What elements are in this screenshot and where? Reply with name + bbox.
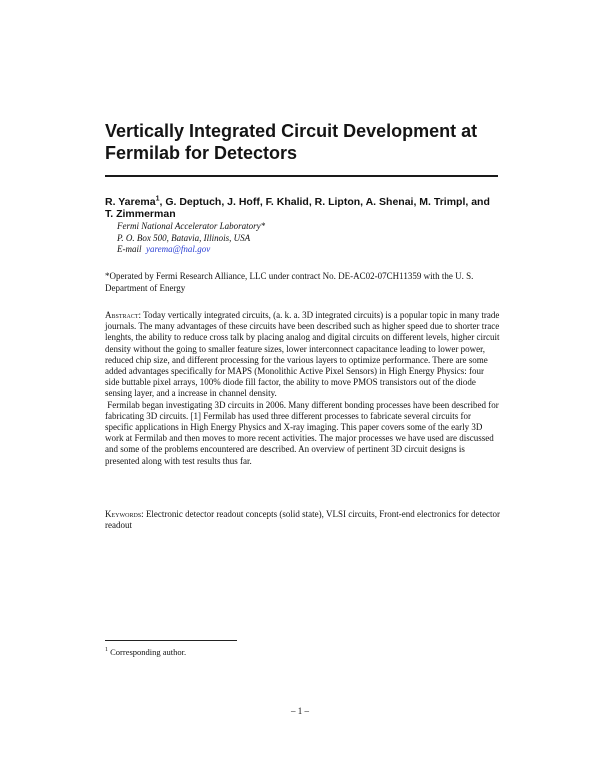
abstract-section <box>105 310 500 467</box>
footnote-divider <box>105 640 237 641</box>
abstract-label: Abstract <box>105 310 139 320</box>
abstract-paragraph-2: Fermilab began investigating 3D circuits in 2006. Many different bonding processes have been described for fabricating 3D circuits. [1] Fermilab has used three different processes to fabricate several circuits for specific applications in High Energy Physics and X-ray imaging. This paper covers some of the early 3D work at Fermilab and then moves to more recent activities. The major processes we have used are discussed and some of the problems encountered are described. An overview of pertinent 3D circuit designs is presented along with test results thus far. <box>105 399 499 466</box>
author-footnote-marker[interactable]: 1 <box>155 195 160 203</box>
corresponding-author: R. Yarema <box>105 196 156 208</box>
affiliation-email-line <box>117 244 497 256</box>
paper-title: Vertically Integrated Circuit Development at Fermilab for Detectors <box>105 121 478 163</box>
affiliation-lab: Fermi National Accelerator Laboratory* <box>117 221 266 231</box>
keywords-label: Keywords <box>105 509 142 519</box>
author-list <box>105 196 500 220</box>
title-divider <box>105 175 498 177</box>
keywords-section: Keywords: Electronic detector readout concepts (solid state), VLSI circuits, Front-end electronics for detector readout <box>105 509 500 531</box>
footnote <box>105 645 186 657</box>
affiliation-block <box>117 221 497 256</box>
affiliation-address: P. O. Box 500, Batavia, Illinois, USA <box>117 232 251 243</box>
abstract-paragraph-1: Abstract: Today vertically integrated circuits, (a. k. a. 3D integrated circuits) is a popular topic in many trade journals. The many advantages of these circuits have been described such as higher speed due to shorter trace lenghts, the ability to reduce cross talk by placing analog and digital circuits on different levels, higher circuit density without the going to smaller feature sizes, lower interconnect capacitance leading to lower power, reduced chip size, and different processing for the various layers to optimize performance. There are some added advantages specifically for MAPS (Monolithic Active Pixel Sensors) in High Energy Physics: four side buttable pixel arrays, 100% diode fill factor, the ability to move PMOS transistors out of the diode sensing layer, and a increase in channel density. <box>105 310 500 399</box>
email-link[interactable]: yarema@fnal.gov <box>146 244 211 254</box>
page-number: – 1 – <box>291 706 309 716</box>
email-label: E-mail <box>117 244 142 254</box>
operated-note: *Operated by Fermi Research Alliance, LLC under contract No. DE-AC02-07CH11359 with the U. S. Department of Energy <box>105 271 474 293</box>
keywords-text: Electronic detector readout concepts (solid state), VLSI circuits, Front-end electronics for detector readout <box>105 509 500 531</box>
footnote-marker: 1 <box>105 647 108 653</box>
footnote-text: Corresponding author. <box>110 646 187 657</box>
co-authors: , G. Deptuch, J. Hoff, F. Khalid, R. Lipton, A. Shenai, M. Trimpl, and T. Zimmerman <box>105 196 490 220</box>
